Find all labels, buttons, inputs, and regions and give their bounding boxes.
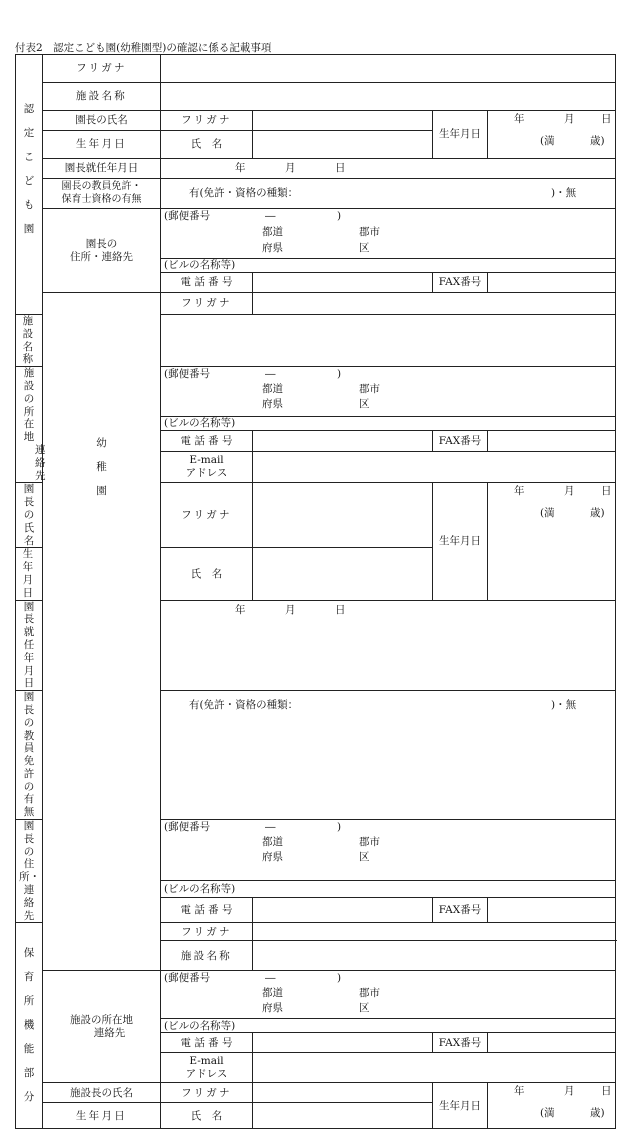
license-label: 園長の教員免許・ 保育士資格の有無 [43,179,161,209]
tel-field[interactable] [253,1033,433,1053]
head-birth-field[interactable]: 年 月 日 (満 歳) [488,111,616,159]
facility-furigana-field[interactable] [253,923,616,941]
building-field[interactable]: (ビルの名称等) [161,1019,616,1033]
section-label-youchien: 幼 稚 園 [43,293,161,971]
address-field[interactable]: (郵便番号 ― ) 都道 府県 郡市 区 [161,820,616,881]
section-label-kodomoen: 認 定 こ ど も 園 [16,55,43,315]
document-title: 付表2 認定こども園(幼稚園型)の確認に係る記載事項 [15,42,272,54]
head-name-label: 園長の氏名 [16,483,43,548]
facility-name-field[interactable] [161,315,616,367]
fax-field[interactable] [488,1033,616,1053]
tel-field[interactable] [253,273,433,293]
head-birth-row-label: 生年月日 [16,548,43,600]
location-label: 施設の所在地 連絡先 [16,367,43,483]
head-name-label: 施設長の氏名 [43,1083,161,1103]
facility-furigana-field[interactable] [253,293,616,315]
head-shimei-field[interactable] [253,548,433,600]
license-field[interactable]: 有(免許・資格の種類： )・無 [161,179,616,209]
head-birth-row-label: 生年月日 [43,131,161,159]
tel-label: 電 話 番 号 [161,898,253,923]
head-furigana-label: フリガナ [161,1083,253,1103]
facility-name-field[interactable] [253,941,616,971]
address-label: 園長の 住所・連絡先 [43,209,161,293]
head-furigana-label: フリガナ [161,483,253,548]
fax-field[interactable] [488,431,616,452]
head-birth-label: 生年月日 [433,1083,488,1129]
head-furigana-label: フリガナ [161,111,253,131]
head-furigana-field[interactable] [253,111,433,131]
confirmation-form [15,54,616,1129]
head-furigana-field[interactable] [253,1083,433,1103]
facility-furigana-label: フリガナ [43,55,161,83]
head-birth-field[interactable]: 年 月 日 (満 歳) [488,1083,616,1129]
building-field[interactable]: (ビルの名称等) [161,259,616,273]
head-birth-label: 生年月日 [433,111,488,159]
facility-furigana-label: フリガナ [161,293,253,315]
license-label: 園長の教員 免許の有無 [16,691,43,820]
location-address-field[interactable]: (郵便番号 ― ) 都道 府県 郡市 区 [161,367,616,417]
email-label: E-mail アドレス [161,452,253,483]
head-furigana-field[interactable] [253,483,433,548]
fax-field[interactable] [488,898,616,923]
tel-label: 電 話 番 号 [161,273,253,293]
appointed-label: 園長就任年月日 [43,159,161,179]
facility-furigana-field[interactable] [161,55,616,83]
head-birth-field[interactable]: 年 月 日 (満 歳) [488,483,616,600]
fax-label: FAX番号 [433,1033,488,1053]
facility-name-label: 施設名称 [161,941,253,971]
email-field[interactable] [253,1053,616,1083]
appointed-field[interactable]: 年 月 日 [161,600,616,691]
fax-field[interactable] [488,273,616,293]
section-label-hoikusho: 保 育 所 機 能 部 分 [16,923,43,1129]
fax-label: FAX番号 [433,273,488,293]
building-field[interactable]: (ビルの名称等) [161,416,616,431]
fax-label: FAX番号 [433,898,488,923]
address-label: 園長の 住所・連絡先 [16,820,43,923]
facility-furigana-label: フリガナ [161,923,253,941]
email-field[interactable] [253,452,616,483]
appointed-label: 園長就任年月日 [16,600,43,691]
tel-field[interactable] [253,431,433,452]
facility-name-label: 施設名称 [43,83,161,111]
head-shimei-label: 氏 名 [161,131,253,159]
building-field[interactable]: (ビルの名称等) [161,880,616,898]
head-shimei-label: 氏 名 [161,1103,253,1129]
head-birth-label: 生年月日 [433,483,488,600]
tel-field[interactable] [253,898,433,923]
email-label: E-mail アドレス [161,1053,253,1083]
tel-label: 電 話 番 号 [161,1033,253,1053]
location-label: 施設の所在地 連絡先 [43,971,161,1083]
head-shimei-label: 氏 名 [161,548,253,600]
tel-label: 電 話 番 号 [161,431,253,452]
head-shimei-field[interactable] [253,131,433,159]
fax-label: FAX番号 [433,431,488,452]
facility-name-label: 施設名称 [16,315,43,367]
address-field[interactable]: (郵便番号 ― ) 都道 府県 郡市 区 [161,209,616,259]
head-name-label: 園長の氏名 [43,111,161,131]
appointed-field[interactable]: 年 月 日 [161,159,616,179]
head-shimei-field[interactable] [253,1103,433,1129]
license-field[interactable]: 有(免許・資格の種類： )・無 [161,691,616,820]
location-address-field[interactable]: (郵便番号 ― ) 都道 府県 郡市 区 [161,971,616,1019]
facility-name-field[interactable] [161,83,616,111]
head-birth-row-label: 生年月日 [43,1103,161,1129]
